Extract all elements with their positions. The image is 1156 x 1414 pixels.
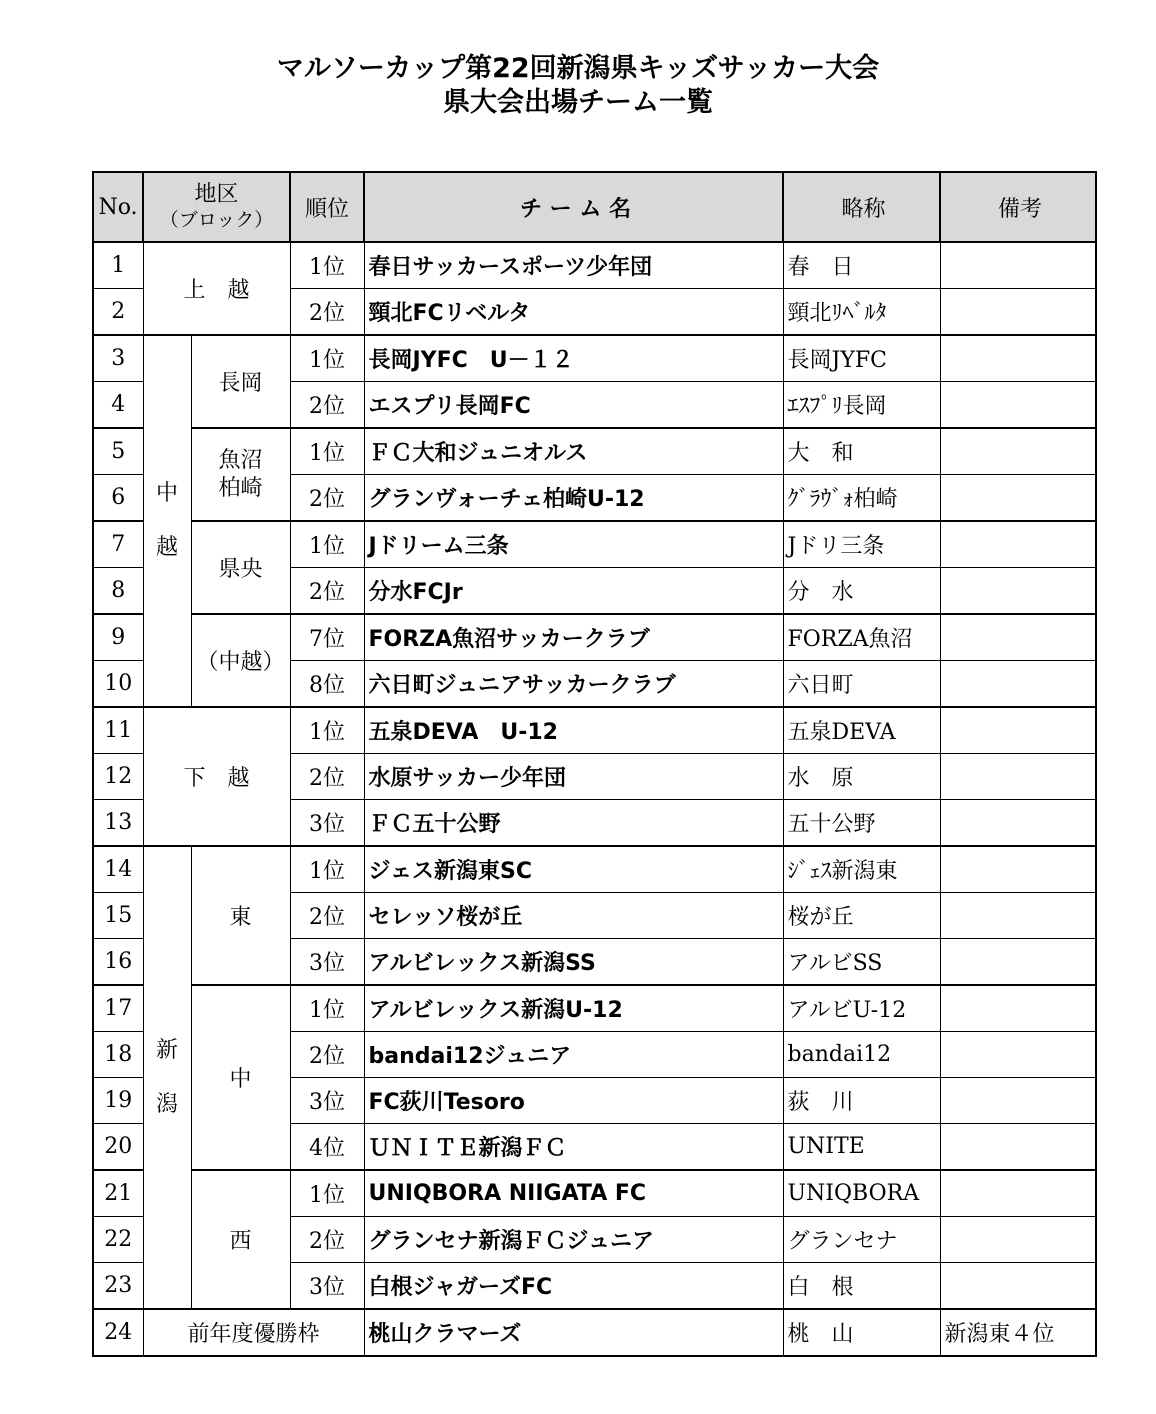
row-team: 桃山クラマーズ	[364, 1309, 783, 1356]
row-team: UNIQBORA NIIGATA FC	[364, 1170, 783, 1217]
area-joetsu: 上 越	[143, 242, 290, 335]
row-no: 9	[93, 614, 143, 661]
row-note	[940, 521, 1096, 568]
block-higashi: 東	[191, 846, 290, 985]
header-team: チ ー ム 名	[364, 172, 783, 242]
row-team: ＦＣ大和ジュニオルス	[364, 428, 783, 475]
row-abbr: アルビU-12	[783, 985, 940, 1032]
row-note	[940, 382, 1096, 429]
row-rank: 3位	[290, 800, 364, 847]
row-no: 5	[93, 428, 143, 475]
row-team: ジェス新潟東SC	[364, 846, 783, 893]
row-note	[940, 661, 1096, 708]
row-rank: 2位	[290, 754, 364, 800]
row-no: 12	[93, 754, 143, 800]
area-kaetsu: 下 越	[143, 707, 290, 846]
row-abbr: 荻 川	[783, 1078, 940, 1124]
header-rank: 順位	[290, 172, 364, 242]
row-no: 17	[93, 985, 143, 1032]
row-team: 春日サッカースポーツ少年団	[364, 242, 783, 289]
row-note: 新潟東４位	[940, 1309, 1096, 1356]
row-note	[940, 707, 1096, 754]
row-abbr: 白 根	[783, 1263, 940, 1310]
row-note	[940, 242, 1096, 289]
table-row	[93, 707, 1096, 754]
row-abbr: 分 水	[783, 568, 940, 615]
document-subtitle: 県大会出場チーム一覧	[443, 87, 713, 118]
row-abbr: 水 原	[783, 754, 940, 800]
row-note	[940, 1170, 1096, 1217]
row-note	[940, 1124, 1096, 1171]
row-no: 16	[93, 939, 143, 986]
area-niigata	[143, 846, 191, 1309]
row-abbr: 五十公野	[783, 800, 940, 847]
row-no: 20	[93, 1124, 143, 1171]
row-note	[940, 1217, 1096, 1263]
table-header-row	[93, 172, 1096, 242]
block-uonuma-kashiwazaki	[191, 428, 290, 521]
row-no: 23	[93, 1263, 143, 1310]
row-note	[940, 800, 1096, 847]
row-no: 8	[93, 568, 143, 615]
row-team: 頸北FCリベルタ	[364, 289, 783, 336]
table-row	[93, 1170, 1096, 1217]
row-note	[940, 614, 1096, 661]
row-note	[940, 335, 1096, 382]
row-rank: 1位	[290, 521, 364, 568]
row-abbr: Jドリ三条	[783, 521, 940, 568]
area-niigata-char1: 新	[155, 1037, 178, 1063]
row-team: 分水FCJr	[364, 568, 783, 615]
row-rank: 3位	[290, 939, 364, 986]
row-rank: 7位	[290, 614, 364, 661]
row-rank: 1位	[290, 985, 364, 1032]
row-team: セレッソ桜が丘	[364, 893, 783, 939]
row-no: 14	[93, 846, 143, 893]
row-rank: 8位	[290, 661, 364, 708]
row-no: 6	[93, 475, 143, 522]
row-no: 24	[93, 1309, 143, 1356]
row-no: 11	[93, 707, 143, 754]
area-chuetsu-char2: 越	[155, 535, 178, 560]
row-rank: 1位	[290, 335, 364, 382]
row-team: 六日町ジュニアサッカークラブ	[364, 661, 783, 708]
row-rank: 2位	[290, 382, 364, 429]
row-note	[940, 1263, 1096, 1310]
header-area-sub: （ブロック）	[159, 209, 274, 231]
row-no: 21	[93, 1170, 143, 1217]
row-abbr: 春 日	[783, 242, 940, 289]
row-note	[940, 754, 1096, 800]
row-rank: 1位	[290, 707, 364, 754]
row-rank: 1位	[290, 1170, 364, 1217]
row-team: bandai12ジュニア	[364, 1032, 783, 1078]
row-rank: 2位	[290, 1032, 364, 1078]
block-nishi: 西	[191, 1170, 290, 1309]
row-team: アルビレックス新潟U-12	[364, 985, 783, 1032]
row-team: FC荻川Tesoro	[364, 1078, 783, 1124]
row-abbr: 長岡JYFC	[783, 335, 940, 382]
row-no: 15	[93, 893, 143, 939]
row-team: グランセナ新潟ＦＣジュニア	[364, 1217, 783, 1263]
row-team: Jドリーム三条	[364, 521, 783, 568]
row-abbr: 桃 山	[783, 1309, 940, 1356]
area-chuetsu-char1: 中	[155, 481, 178, 506]
area-prev-winner: 前年度優勝枠	[143, 1309, 364, 1356]
row-no: 19	[93, 1078, 143, 1124]
block-uonuma-line1: 魚沼	[218, 447, 263, 473]
table-row	[93, 242, 1096, 289]
row-abbr: UNITE	[783, 1124, 940, 1171]
table-row	[93, 428, 1096, 475]
row-note	[940, 846, 1096, 893]
row-note	[940, 289, 1096, 336]
row-no: 4	[93, 382, 143, 429]
row-rank: 3位	[290, 1078, 364, 1124]
row-rank: 1位	[290, 242, 364, 289]
row-no: 7	[93, 521, 143, 568]
block-nagaoka: 長岡	[191, 335, 290, 428]
row-rank: 2位	[290, 475, 364, 522]
table-row	[93, 335, 1096, 382]
row-rank: 2位	[290, 568, 364, 615]
row-rank: 2位	[290, 893, 364, 939]
row-note	[940, 939, 1096, 986]
row-note	[940, 985, 1096, 1032]
table-row	[93, 521, 1096, 568]
row-note	[940, 1032, 1096, 1078]
row-team: 五泉DEVA U-12	[364, 707, 783, 754]
row-rank: 4位	[290, 1124, 364, 1171]
header-note: 備考	[940, 172, 1096, 242]
row-team: エスプリ長岡FC	[364, 382, 783, 429]
row-abbr: 桜が丘	[783, 893, 940, 939]
block-chuetsu-extra: （中越）	[191, 614, 290, 707]
row-no: 13	[93, 800, 143, 847]
team-table	[92, 171, 1097, 1357]
block-kenou: 県央	[191, 521, 290, 614]
row-note	[940, 893, 1096, 939]
row-abbr: 五泉DEVA	[783, 707, 940, 754]
table-row	[93, 1309, 1096, 1356]
table-row	[93, 614, 1096, 661]
table-row	[93, 846, 1096, 893]
row-note	[940, 428, 1096, 475]
row-rank: 1位	[290, 846, 364, 893]
table-row	[93, 985, 1096, 1032]
row-team: グランヴォーチェ柏崎U-12	[364, 475, 783, 522]
row-team: アルビレックス新潟SS	[364, 939, 783, 986]
row-rank: 2位	[290, 289, 364, 336]
row-team: 長岡JYFC U－１２	[364, 335, 783, 382]
row-abbr: ｸﾞﾗｳﾞｫ柏崎	[783, 475, 940, 522]
row-note	[940, 1078, 1096, 1124]
row-no: 3	[93, 335, 143, 382]
row-no: 2	[93, 289, 143, 336]
row-no: 18	[93, 1032, 143, 1078]
row-abbr: ｴｽﾌﾟﾘ長岡	[783, 382, 940, 429]
row-no: 1	[93, 242, 143, 289]
block-naka: 中	[191, 985, 290, 1170]
row-abbr: bandai12	[783, 1032, 940, 1078]
row-abbr: グランセナ	[783, 1217, 940, 1263]
row-rank: 3位	[290, 1263, 364, 1310]
area-chuetsu	[143, 335, 191, 707]
area-niigata-char2: 潟	[155, 1091, 178, 1117]
block-uonuma-line2: 柏崎	[218, 475, 263, 501]
row-team: ＵＮＩＴＥ新潟ＦＣ	[364, 1124, 783, 1171]
row-team: FORZA魚沼サッカークラブ	[364, 614, 783, 661]
row-no: 22	[93, 1217, 143, 1263]
row-abbr: 六日町	[783, 661, 940, 708]
row-team: 白根ジャガーズFC	[364, 1263, 783, 1310]
row-abbr: 頸北ﾘﾍﾞﾙﾀ	[783, 289, 940, 336]
row-no: 10	[93, 661, 143, 708]
header-area	[143, 172, 290, 242]
row-abbr: アルビSS	[783, 939, 940, 986]
row-note	[940, 475, 1096, 522]
document-title: マルソーカップ第22回新潟県キッズサッカー大会	[276, 53, 880, 84]
row-team: 水原サッカー少年団	[364, 754, 783, 800]
row-rank: 2位	[290, 1217, 364, 1263]
row-abbr: UNIQBORA	[783, 1170, 940, 1217]
row-team: ＦＣ五十公野	[364, 800, 783, 847]
row-rank: 1位	[290, 428, 364, 475]
header-area-main: 地区	[194, 182, 239, 207]
header-no: No.	[93, 172, 143, 242]
header-abbr: 略称	[783, 172, 940, 242]
row-note	[940, 568, 1096, 615]
row-abbr: 大 和	[783, 428, 940, 475]
row-abbr: FORZA魚沼	[783, 614, 940, 661]
row-abbr: ｼﾞｪｽ新潟東	[783, 846, 940, 893]
